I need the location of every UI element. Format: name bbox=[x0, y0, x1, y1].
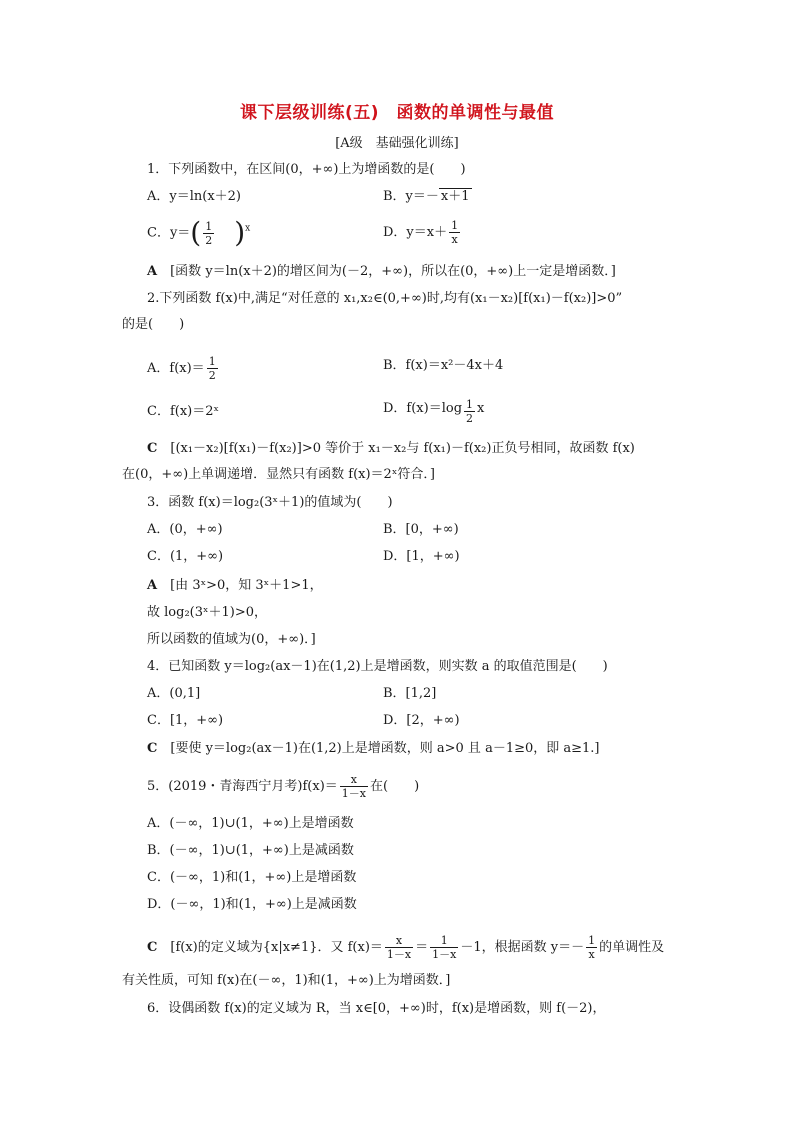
q4-option-b: B．[1,2] bbox=[383, 686, 437, 701]
q3-option-b: B．[0，+∞) bbox=[383, 522, 459, 537]
fraction: $\frac{1}{x}$ bbox=[451, 219, 459, 246]
q2-option-a: A．f(x)＝ $\frac{1}{2}$ bbox=[147, 355, 216, 382]
sqrt-symbol: x＋1 bbox=[440, 189, 470, 204]
q1-option-b: B．y＝－ x＋1 bbox=[383, 189, 470, 204]
answer-letter: A bbox=[147, 264, 158, 279]
q5-option-d: D．(－∞，1)和(1，+∞)上是减函数 bbox=[147, 897, 357, 912]
q1-option-a: A．y＝ln(x＋2) bbox=[147, 189, 242, 204]
q4-stem: 4．已知函数 y＝log₂(ax－1)在(1,2)上是增函数，则实数 a 的取值范围是( ) bbox=[147, 659, 608, 674]
q5-answer-line1: C [f(x)的定义域为{x|x≠1}．又 f(x)＝ $\frac{x}{1-x}$ ＝ $\frac{1}{1-x}$ －1，根据函数 y＝－ $\frac{1}{x}$ 的单调性及 bbox=[147, 934, 665, 961]
q1-stem: 1．下列函数中，在区间(0，+∞)上为增函数的是( ) bbox=[147, 162, 466, 177]
answer-letter: C bbox=[147, 741, 158, 756]
q2-answer-line1: C [(x₁－x₂)[f(x₁)－f(x₂)]>0 等价于 x₁－x₂与 f(x₁)－f(x₂)正负号相同，故函数 f(x) bbox=[147, 441, 635, 456]
answer-letter: A bbox=[147, 578, 158, 593]
fraction: $\frac{x}{1-x}$ bbox=[386, 934, 412, 961]
q3-option-c: C．(1，+∞) bbox=[147, 549, 224, 564]
q3-option-a: A．(0，+∞) bbox=[147, 522, 223, 537]
q1-option-d: D．y＝x＋ $\frac{1}{x}$ bbox=[383, 219, 459, 246]
q5-answer-line2: 有关性质，可知 f(x)在(－∞，1)和(1，+∞)上为增函数．] bbox=[122, 973, 451, 988]
page-title: 课下层级训练(五) 函数的单调性与最值 bbox=[239, 103, 555, 123]
q5-option-c: C．(－∞，1)和(1，+∞)上是增函数 bbox=[147, 870, 357, 885]
q1-answer: A [函数 y＝ln(x＋2)的增区间为(－2，+∞)，所以在(0，+∞)上一定是增函数．] bbox=[147, 264, 616, 279]
fraction: $\frac{1}{1-x}$ bbox=[432, 934, 457, 961]
answer-letter: C bbox=[147, 940, 158, 955]
fraction: $\frac{1}{2}$ bbox=[208, 355, 216, 382]
q2-option-b: B．f(x)＝x²－4x＋4 bbox=[383, 358, 504, 373]
section-label: [A级 基础强化训练] bbox=[335, 136, 459, 151]
q3-answer-line2: 故 log₂(3ˣ＋1)>0， bbox=[147, 605, 268, 620]
q4-answer: C [要使 y＝log₂(ax－1)在(1,2)上是增函数，则 a>0 且 a－1≥0，即 a≥1.] bbox=[147, 741, 600, 756]
q4-option-d: D．[2，+∞) bbox=[383, 713, 460, 728]
q4-option-c: C．[1，+∞) bbox=[147, 713, 224, 728]
q2-option-c: C．f(x)＝2ˣ bbox=[147, 404, 220, 419]
q4-option-a: A．(0,1] bbox=[147, 686, 201, 701]
fraction: $\frac{1}{x}$ bbox=[588, 934, 596, 961]
q2-answer-line2: 在(0，+∞)上单调递增．显然只有函数 f(x)＝2ˣ符合．] bbox=[122, 467, 435, 482]
q3-answer-line1: A [由 3ˣ>0，知 3ˣ＋1>1， bbox=[147, 578, 323, 593]
q2-option-d: D．f(x)＝log $\frac{1}{2}$ x bbox=[383, 398, 485, 425]
q6-stem: 6．设偶函数 f(x)的定义域为 R，当 x∈[0，+∞)时，f(x)是增函数，则 f(－2)， bbox=[147, 1001, 606, 1016]
q5-option-a: A．(－∞，1)∪(1，+∞)上是增函数 bbox=[147, 816, 354, 831]
q3-option-d: D．[1，+∞) bbox=[383, 549, 460, 564]
fraction: $\frac{1}{2}$ bbox=[466, 398, 474, 425]
q3-answer-line3: 所以函数的值域为(0，+∞)．] bbox=[147, 632, 316, 647]
q3-stem: 3．函数 f(x)＝log₂(3ˣ＋1)的值域为( ) bbox=[147, 495, 393, 510]
fraction: $\frac{x}{1-x}$ bbox=[341, 773, 366, 800]
answer-letter: C bbox=[147, 441, 158, 456]
q5-option-b: B．(－∞，1)∪(1，+∞)上是减函数 bbox=[147, 843, 354, 858]
q2-stem-line2: 的是( ) bbox=[122, 317, 185, 332]
q1-option-c: C．y＝( $\frac{1}{2}$ )$^x$ bbox=[147, 216, 251, 249]
fraction: $\frac{1}{2}$ bbox=[205, 219, 213, 247]
q5-stem: 5．(2019・青海西宁月考)f(x)＝ $\frac{x}{1-x}$ 在( ) bbox=[147, 773, 420, 800]
q2-stem-line1: 2.下列函数 f(x)中,满足“对任意的 x₁,x₂∈(0,+∞)时,均有(x₁－x₂)[f(x₁)－f(x₂)]>0” bbox=[147, 291, 623, 306]
